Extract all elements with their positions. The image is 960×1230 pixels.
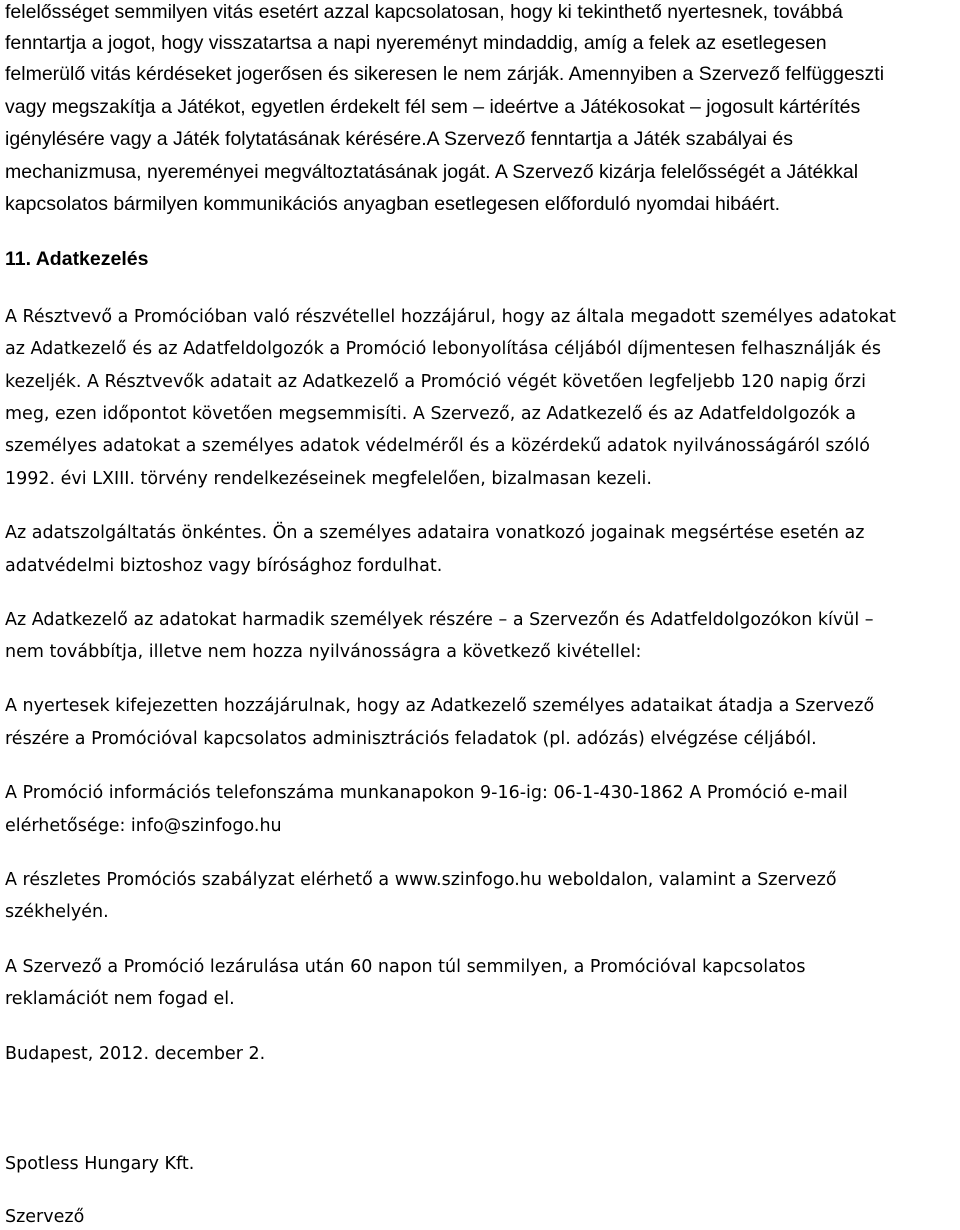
text-line: A Szervező a Promóció lezárulása után 60 napon túl semmilyen, a Promócióval kapcsolatos — [5, 957, 806, 977]
text-line: A részletes Promóciós szabályzat elérhető a www.szinfogo.hu weboldalon, valamint a Szervező — [5, 870, 837, 890]
text-line: felelősséget semmilyen vitás esetért azzal kapcsolatosan, hogy ki tekinthető nyertesnek, továbbá — [5, 1, 843, 23]
text-line: A nyertesek kifejezetten hozzájárulnak, hogy az Adatkezelő személyes adataikat átadja a Szervező — [5, 696, 875, 716]
text-line: Az Adatkezelő az adatokat harmadik személyek részére – a Szervezőn és Adatfeldolgozókon kívül – — [5, 610, 874, 630]
text-line: kezeljék. A Résztvevők adatait az Adatkezelő a Promóció végét követően legfeljebb 120 napig őrzi — [5, 372, 866, 392]
text-line: igénylésére vagy a Játék folytatásának kérésére.A Szervező fenntartja a Játék szabályai és — [5, 128, 794, 150]
signature-company: Spotless Hungary Kft. — [5, 1154, 195, 1174]
text-line: reklamációt nem fogad el. — [5, 989, 235, 1009]
text-line: nem továbbítja, illetve nem hozza nyilvánosságra a következő kivétellel: — [5, 642, 642, 662]
text-line: Az adatszolgáltatás önkéntes. Ön a személyes adataira vonatkozó jogainak megsértése esetén az — [5, 523, 865, 543]
text-line: A Promóció információs telefonszáma munkanapokon 9-16-ig: 06-1-430-1862 A Promóció e-mail — [5, 783, 848, 803]
text-line: személyes adatokat a személyes adatok védelméről és a közérdekű adatok nyilvánosságáról szóló — [5, 436, 870, 456]
text-line: részére a Promócióval kapcsolatos adminisztrációs feladatok (pl. adózás) elvégzése céljából. — [5, 729, 817, 749]
place-date: Budapest, 2012. december 2. — [5, 1044, 266, 1064]
text-line: fenntartja a jogot, hogy visszatartsa a napi nyereményt mindaddig, amíg a felek az esetlegesen — [5, 32, 827, 54]
text-line: adatvédelmi biztoshoz vagy bírósághoz fordulhat. — [5, 556, 443, 576]
text-line: A Résztvevő a Promócióban való részvétellel hozzájárul, hogy az általa megadott személyes adatokat — [5, 307, 897, 327]
text-line: felmerülő vitás kérdéseket jogerősen és sikeresen le nem zárják. Amennyiben a Szervező felfüggeszti — [5, 63, 885, 85]
text-line: mechanizmusa, nyereményei megváltoztatásának jogát. A Szervező kizárja felelősségét a Játékkal — [5, 161, 859, 183]
text-line: elérhetősége: info@szinfogo.hu — [5, 816, 282, 836]
text-line: meg, ezen időpontot követően megsemmisíti. A Szervező, az Adatkezelő és az Adatfeldolgozók a — [5, 404, 856, 424]
text-line: 1992. évi LXIII. törvény rendelkezéseinek megfelelően, bizalmasan kezeli. — [5, 469, 652, 489]
text-line: székhelyén. — [5, 902, 109, 922]
text-line: az Adatkezelő és az Adatfeldolgozók a Promóció lebonyolítása céljából díjmentesen felhasználják és — [5, 339, 881, 359]
text-line: vagy megszakítja a Játékot, egyetlen érdekelt fél sem – ideértve a Játékosokat – jogosult kártérítés — [5, 96, 861, 118]
text-line: kapcsolatos bármilyen kommunikációs anyagban esetlegesen előforduló nyomdai hibáért. — [5, 193, 781, 215]
section-heading: 11. Adatkezelés — [5, 248, 149, 270]
signature-role: Szervező — [5, 1207, 85, 1227]
